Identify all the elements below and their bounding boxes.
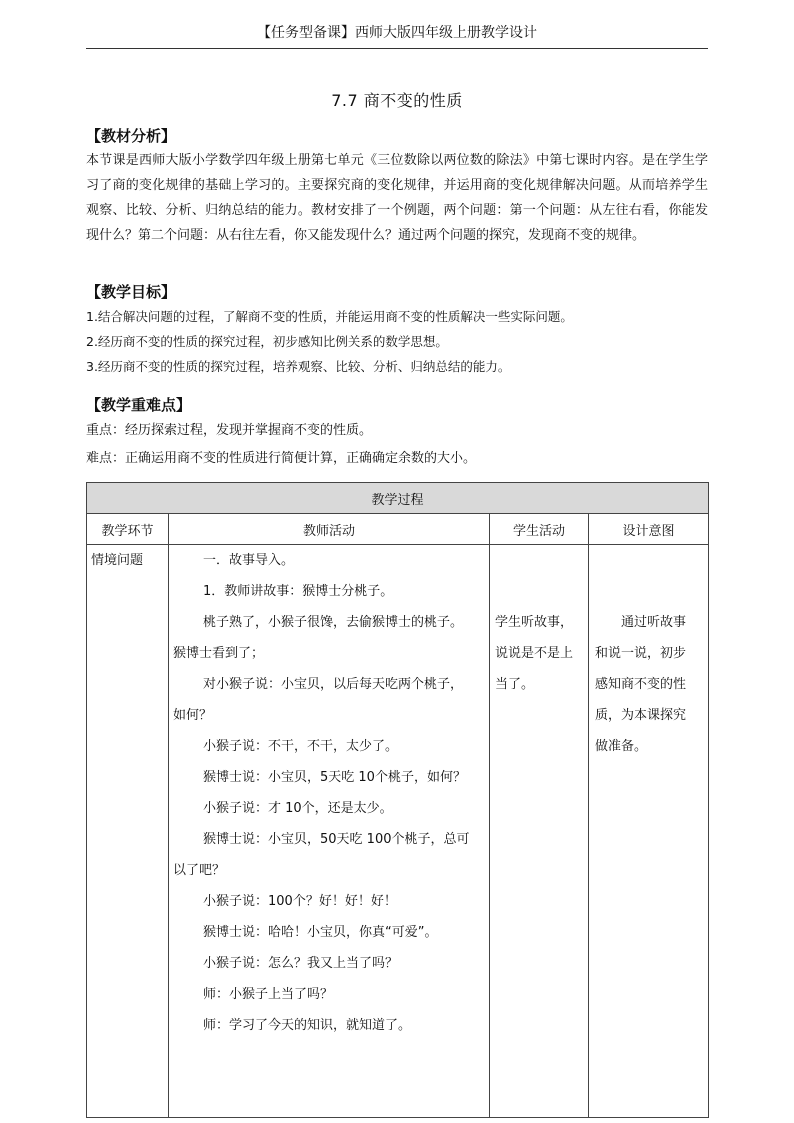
goals-heading: 【教学目标】	[86, 283, 177, 301]
design-line-text: 通过听故事	[621, 615, 687, 630]
goal-item: 2.经历商不变的性质的探究过程，初步感知比例关系的数学思想。	[86, 334, 448, 349]
goals-section	[86, 280, 708, 379]
teacher-line: 师：学习了今天的知识，就知道了。	[203, 1018, 412, 1033]
teacher-line: 小猴子说：才 10个，还是太少。	[203, 801, 393, 816]
column-header-teacher: 教师活动	[169, 514, 490, 545]
table-caption: 教学过程	[87, 483, 709, 514]
table-row	[87, 545, 709, 1118]
student-line: 当了。	[495, 677, 535, 692]
design-line: 和说一说，初步	[595, 646, 687, 661]
analysis-section	[86, 124, 708, 248]
teacher-line: 小猴子说：100个？好！好！好！	[203, 894, 397, 909]
design-line: 做准备。	[595, 739, 648, 754]
teacher-line: 小猴子说：怎么？我又上当了吗？	[203, 956, 399, 971]
teacher-line: 猴博士看到了；	[173, 646, 265, 661]
teacher-line: 对小猴子说：小宝贝，以后每天吃两个桃子，	[203, 677, 464, 692]
header-divider	[86, 48, 708, 49]
design-line	[595, 607, 702, 638]
stage-cell: 情境问题	[87, 545, 169, 1118]
analysis-text: 本节课是西师大版小学数学四年级上册第七单元《三位数除以两位数的除法》中第七课时内容。是在学生学习了商的变化规律的基础上学习的。主要探究商的变化规律，并运用商的变化规律解决问题。从而培养学生观察、比较、分析、归纳总结的能力。教材安排了一个例题，两个问题：第一个问题：从左往右看，你能发现什么？第二个问题：从右往左看，你又能发现什么？通过两个问题的探究，发现商不变的规律。	[86, 153, 708, 243]
teacher-line: 1．教师讲故事：猴博士分桃子。	[203, 584, 394, 599]
teacher-line: 师：小猴子上当了吗？	[203, 987, 334, 1002]
keypoints-section	[86, 393, 708, 473]
keypoints-heading: 【教学重难点】	[86, 396, 192, 414]
student-line: 说说是不是上	[495, 646, 574, 661]
teacher-line: 如何？	[173, 708, 213, 723]
teacher-activity-cell	[169, 545, 490, 1118]
page-title: 7.7 商不变的性质	[331, 91, 463, 110]
design-line: 感知商不变的性	[595, 677, 687, 692]
teaching-process-table	[86, 482, 709, 1118]
teacher-line: 猴博士说：小宝贝，5天吃 10个桃子，如何？	[203, 770, 466, 785]
student-line: 学生听故事，	[495, 615, 574, 630]
student-activity-cell	[490, 545, 589, 1118]
teacher-line: 小猴子说：不干，不干，太少了。	[203, 739, 399, 754]
teacher-line: 一．故事导入。	[203, 553, 295, 568]
teacher-line: 以了吧？	[173, 863, 226, 878]
difficult-point: 难点：正确运用商不变的性质进行简便计算，正确确定余数的大小。	[86, 451, 477, 466]
key-point: 重点：经历探索过程，发现并掌握商不变的性质。	[86, 423, 373, 438]
teacher-line: 猴博士说：哈哈！小宝贝，你真“可爱”。	[203, 925, 438, 940]
teacher-line: 桃子熟了，小猴子很馋，去偷猴博士的桃子。	[203, 615, 464, 630]
column-header-design: 设计意图	[589, 514, 709, 545]
goal-item: 3.经历商不变的性质的探究过程，培养观察、比较、分析、归纳总结的能力。	[86, 359, 511, 374]
design-intent-cell	[589, 545, 709, 1118]
design-line: 质，为本课探究	[595, 708, 687, 723]
page-header: 【任务型备课】西师大版四年级上册教学设计	[257, 25, 537, 41]
goal-item: 1.结合解决问题的过程，了解商不变的性质，并能运用商不变的性质解决一些实际问题。	[86, 309, 573, 324]
teacher-line: 猴博士说：小宝贝，50天吃 100个桃子，总可	[203, 832, 470, 847]
column-header-student: 学生活动	[490, 514, 589, 545]
column-header-stage: 教学环节	[87, 514, 169, 545]
analysis-heading: 【教材分析】	[86, 127, 177, 145]
